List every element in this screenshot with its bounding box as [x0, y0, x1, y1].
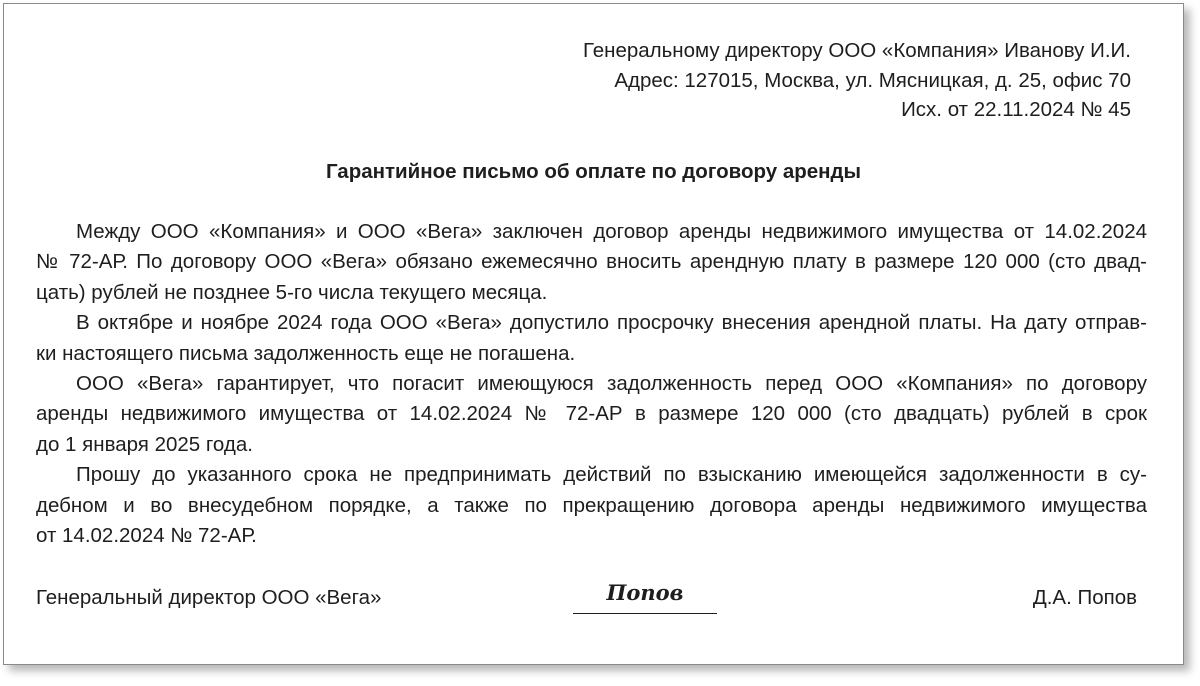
paragraph-3 [36, 369, 1147, 460]
paragraph-line: В октябре и ноябре 2024 года ООО «Вега» допустило просрочку внесения арендной платы. На дату отправ- [76, 311, 1147, 335]
letter-sheet [3, 3, 1184, 665]
paragraph-line: до 1 января 2025 года. [36, 432, 253, 456]
paragraph-line: ООО «Вега» гарантирует, что погасит имеющуюся задолженность перед ООО «Компания» по договору [76, 372, 1147, 396]
paragraph-4 [36, 460, 1147, 551]
signature-text: Попов [606, 580, 684, 605]
paragraph-line: ки настоящего письма задолженность еще не погашена. [36, 341, 576, 365]
signature-line [573, 613, 717, 614]
paragraph-1 [36, 217, 1147, 308]
address-line: Адрес: 127015, Москва, ул. Мясницкая, д. 25, офис 70 [614, 68, 1131, 92]
paragraph-line: от 14.02.2024 № 72-АР. [36, 524, 257, 548]
outgoing-number-line: Исх. от 22.11.2024 № 45 [901, 98, 1131, 121]
paragraph-line: цать) рублей не позднее 5-го числа текущего месяца. [36, 280, 548, 304]
paragraph-2 [36, 308, 1147, 369]
paragraph-line: Между ООО «Компания» и ООО «Вега» заключен договор аренды недвижимого имущества от 14.02.2024 [76, 220, 1147, 243]
paragraph-line: аренды недвижимого имущества от 14.02.2024 № 72-АР в размере 120 000 (сто двадцать) рублей в срок [36, 402, 1147, 426]
addressee-line: Генеральному директору ООО «Компания» Иванову И.И. [583, 39, 1131, 62]
addressee-block [583, 36, 1131, 125]
letter-title: Гарантийное письмо об оплате по договору аренды [325, 160, 862, 183]
paragraph-line: № 72-АР. По договору ООО «Вега» обязано ежемесячно вносить арендную плату в размере 120 000 (сто двад- [36, 250, 1147, 274]
handwritten-signature [573, 580, 717, 614]
paragraph-line: Прошу до указанного срока не предпринимать действий по взысканию имеющейся задолженности в су- [76, 463, 1147, 487]
signer-position: Генеральный директор ООО «Вега» [36, 586, 382, 609]
signer-name: Д.А. Попов [1032, 586, 1137, 609]
paragraph-line: дебном и во внесудебном порядке, а также по прекращению договора аренды недвижимого имущества [36, 493, 1147, 517]
letter-body [36, 217, 1147, 551]
signature-block [36, 580, 1137, 616]
